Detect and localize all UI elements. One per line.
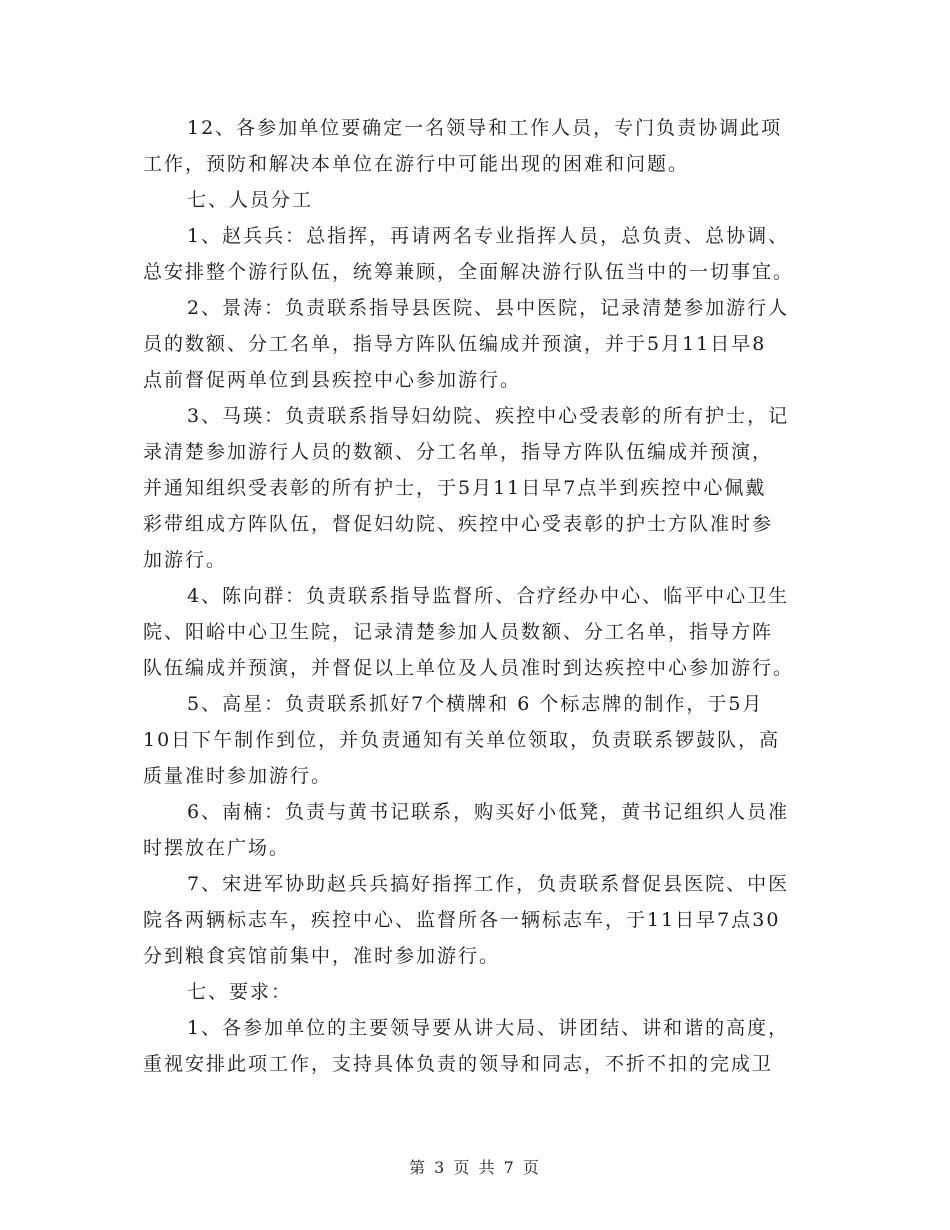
- text-line: 2、景涛：负责联系指导县医院、县中医院，记录清楚参加游行人: [187, 297, 790, 319]
- text-line: 并通知组织受表彰的所有护士，于5月11日早7点半到疾控中心佩戴: [143, 477, 767, 499]
- text-line: 10日下午制作到位，并负责通知有关单位领取，负责联系锣鼓队，高: [143, 729, 781, 751]
- section-heading: 七、人员分工: [187, 189, 314, 211]
- text-line: 分到粮食宾馆前集中，准时参加游行。: [143, 945, 501, 967]
- text-line: 队伍编成并预演，并督促以上单位及人员准时到达疾控中心参加游行。: [143, 657, 795, 679]
- text-line: 12、各参加单位要确定一名领导和工作人员，专门负责协调此项: [187, 117, 783, 139]
- text-line: 重视安排此项工作，支持具体负责的领导和同志，不折不扣的完成卫: [143, 1053, 774, 1075]
- text-line: 总安排整个游行队伍，统筹兼顾，全面解决游行队伍当中的一切事宜。: [143, 261, 795, 283]
- text-line: 6、南楠：负责与黄书记联系，购买好小低凳，黄书记组织人员准: [187, 801, 790, 823]
- text-line: 点前督促两单位到县疾控中心参加游行。: [143, 369, 522, 391]
- text-line: 院、阳峪中心卫生院，记录清楚参加人员数额、分工名单，指导方阵: [143, 621, 774, 643]
- page-footer: 第 3 页 共 7 页: [409, 1158, 541, 1177]
- text-line: 5、高星：负责联系抓好7个横牌和 6 个标志牌的制作，于5月: [187, 693, 764, 715]
- text-line: 彩带组成方阵队伍，督促妇幼院、疾控中心受表彰的护士方队准时参: [143, 513, 774, 535]
- text-line: 加游行。: [143, 549, 228, 571]
- text-line: 员的数额、分工名单，指导方阵队伍编成并预演，并于5月11日早8: [143, 333, 767, 355]
- text-line: 4、陈向群：负责联系指导监督所、合疗经办中心、临平中心卫生: [187, 585, 790, 607]
- text-line: 工作，预防和解决本单位在游行中可能出现的困难和问题。: [143, 153, 690, 175]
- text-line: 录清楚参加游行人员的数额、分工名单，指导方阵队伍编成并预演，: [143, 441, 774, 463]
- text-line: 时摆放在广场。: [143, 837, 291, 859]
- document-body: [143, 110, 807, 1082]
- text-line: 1、赵兵兵：总指挥，再请两名专业指挥人员，总负责、总协调、: [187, 225, 790, 247]
- text-line: 1、各参加单位的主要领导要从讲大局、讲团结、讲和谐的高度，: [187, 1017, 790, 1039]
- text-line: 7、宋进军协助赵兵兵搞好指挥工作，负责联系督促县医院、中医: [187, 873, 790, 895]
- text-line: 质量准时参加游行。: [143, 765, 333, 787]
- section-heading: 七、要求：: [187, 981, 293, 1003]
- text-line: 院各两辆标志车，疾控中心、监督所各一辆标志车，于11日早7点30: [143, 909, 781, 931]
- text-line: 3、马瑛：负责联系指导妇幼院、疾控中心受表彰的所有护士，记: [187, 405, 790, 427]
